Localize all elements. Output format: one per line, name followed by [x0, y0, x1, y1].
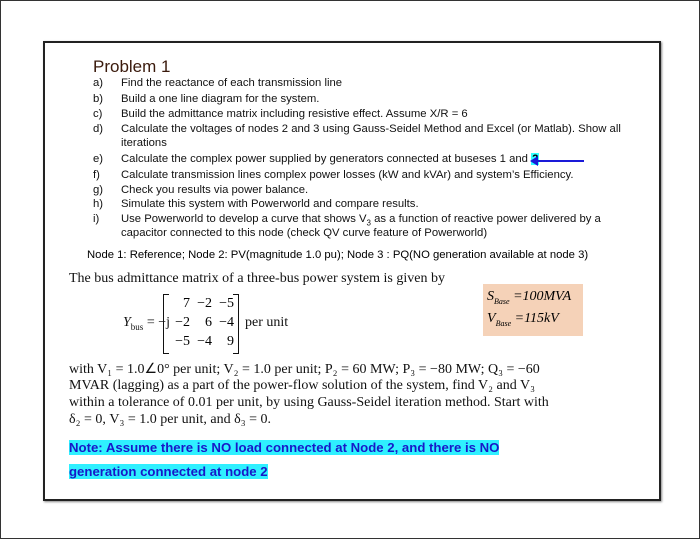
matrix-cell: 9	[227, 334, 234, 349]
ybus-equals: = −j	[146, 315, 170, 330]
task-text-after: as a function of reactive power delivered by a	[370, 213, 601, 225]
task-text	[121, 108, 468, 120]
task-text	[121, 93, 319, 105]
per-unit-label: per unit	[245, 315, 289, 330]
task-text-main: Calculate the voltages of nodes 2 and 3 using Gauss-Seidel Method and Excel (or Matlab). Show all	[121, 123, 621, 135]
document-page	[43, 41, 661, 501]
s-base-subscript: Base	[494, 296, 510, 306]
matrix-cell: −5	[219, 296, 234, 311]
task-text	[121, 198, 419, 210]
task-marker: a)	[93, 77, 104, 89]
matrix-cell: −4	[219, 315, 234, 330]
task-text-main: Build a one line diagram for the system.	[121, 93, 320, 105]
task-marker: f)	[93, 169, 100, 181]
task-text-main: Simulate this system with Powerworld and compare results.	[121, 198, 419, 210]
matrix-cell: −2	[197, 296, 212, 311]
task-marker: c)	[93, 108, 103, 120]
ybus-symbol: Y	[123, 315, 131, 330]
admittance-matrix	[163, 294, 239, 354]
base-values-box	[483, 284, 583, 336]
task-marker: e)	[93, 153, 104, 165]
arrow-left-icon	[536, 160, 584, 162]
task-text-continued: iterations	[121, 137, 167, 149]
v-base-value: =115kV	[514, 311, 559, 326]
task-marker: b)	[93, 93, 104, 105]
task-text	[121, 169, 573, 181]
task-text	[121, 213, 601, 227]
task-text-main: Use Powerworld to develop a curve that shows V	[121, 213, 367, 225]
matrix-cell: 7	[183, 296, 190, 311]
task-text	[121, 184, 308, 196]
s-base-symbol: S	[487, 289, 494, 304]
v-base	[487, 311, 559, 328]
v-base-symbol: V	[487, 311, 496, 326]
task-text-main: Calculate transmission lines complex power losses (kW and kVAr) and system’s Efficiency.	[121, 169, 574, 181]
s-base	[487, 289, 571, 306]
note-line-1: Note: Assume there is NO load connected at Node 2, and there is NO	[69, 440, 500, 455]
matrix-cell: −4	[197, 334, 212, 349]
task-text	[121, 123, 621, 135]
note-box	[69, 436, 499, 484]
task-text-main: Build the admittance matrix including resistive effect. Assume X/R = 6	[121, 108, 468, 120]
matrix-cell: 6	[205, 315, 212, 330]
task-text	[121, 153, 539, 165]
matrix-intro: The bus admittance matrix of a three-bus power system is given by	[69, 271, 445, 286]
statement-line-2: MVAR (lagging) as a part of the power-flow solution of the system, find V₂ and V₃	[69, 378, 535, 393]
task-marker: g)	[93, 184, 104, 196]
node-description: Node 1: Reference; Node 2: PV(magnitude 1.0 pu); Node 3 : PQ(NO generation available at node 3)	[87, 249, 589, 261]
problem-title: Problem 1	[93, 57, 171, 76]
task-text-main: Find the reactance of each transmission line	[121, 77, 343, 89]
task-text	[121, 77, 342, 89]
task-marker: i)	[93, 213, 100, 225]
ybus-subscript: bus	[130, 321, 144, 332]
statement-line-4: δ₂ = 0, V₃ = 1.0 per unit, and δ₃ = 0.	[69, 412, 272, 427]
task-text-main: Calculate the complex power supplied by generators connected at buseses 1 and	[121, 153, 528, 165]
task-text-main: Check you results via power balance.	[121, 184, 309, 196]
task-marker: d)	[93, 123, 104, 135]
statement-line-3: within a tolerance of 0.01 per unit, by using Gauss-Seidel iteration method. Start with	[69, 395, 549, 410]
task-subscript: 3	[366, 218, 371, 228]
s-base-value: =100MVA	[513, 289, 572, 304]
matrix-cell: −2	[175, 315, 190, 330]
matrix-cell: −5	[175, 334, 190, 349]
v-base-subscript: Base	[495, 318, 512, 328]
task-text-continued: capacitor connected to this node (check QV curve feature of Powerworld)	[121, 227, 488, 239]
statement-line-1: with V₁ = 1.0∠0° per unit; V₂ = 1.0 per unit; P₂ = 60 MW; P₃ = −80 MW; Q₃ = −60	[69, 362, 540, 377]
task-marker: h)	[93, 198, 104, 210]
note-line-2: generation connected at node 2	[69, 464, 268, 479]
